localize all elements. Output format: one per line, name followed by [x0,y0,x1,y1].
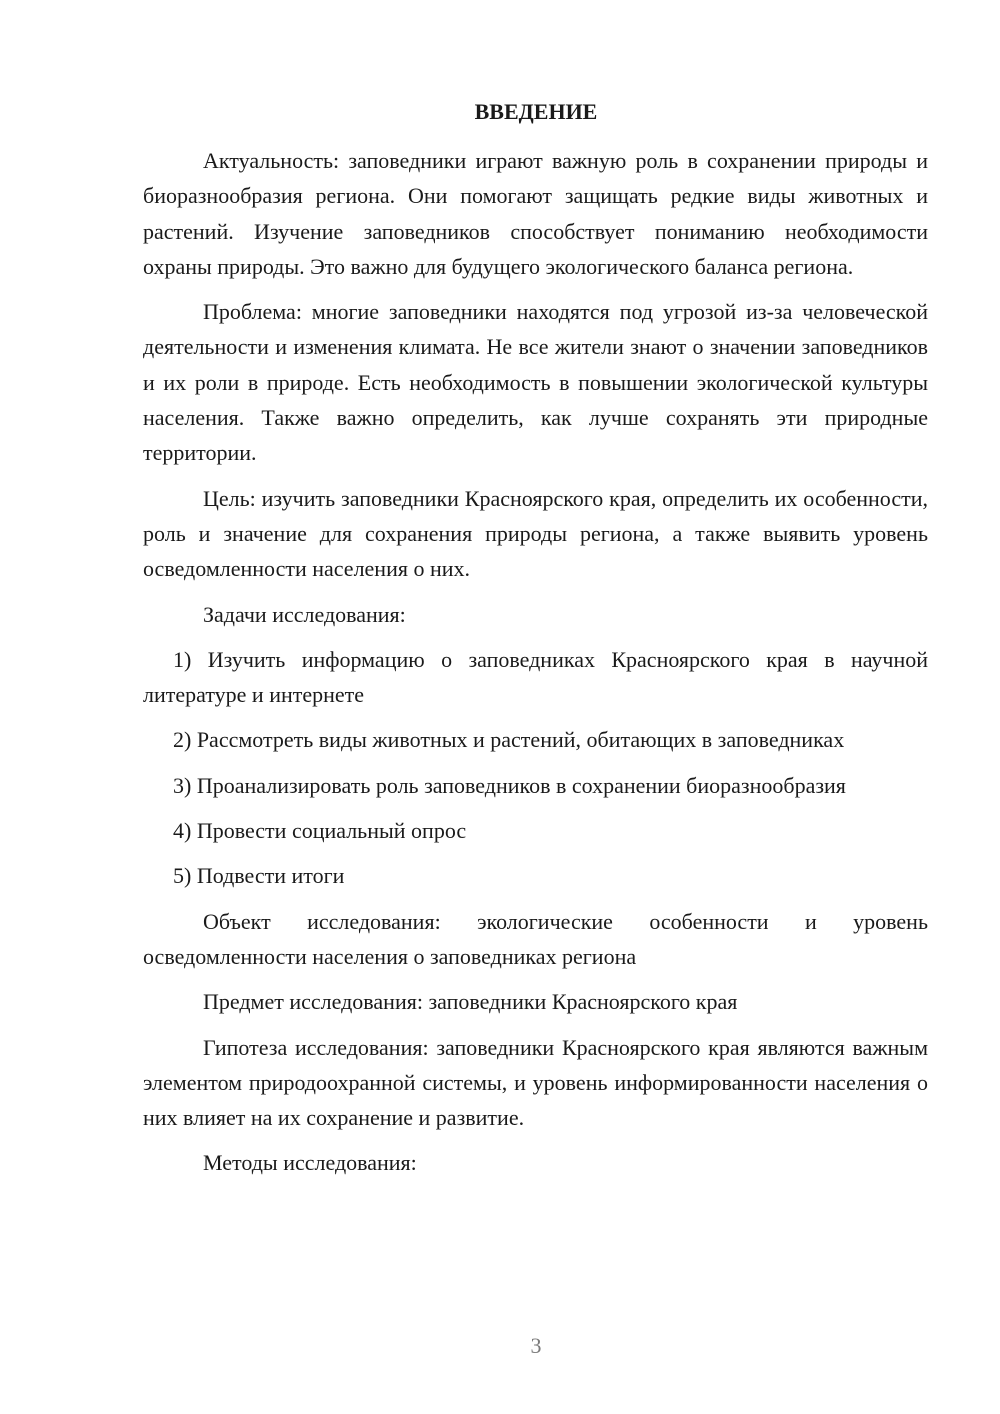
task-item-5: 5) Подвести итоги [173,863,345,889]
paragraph-problem: Проблема: многие заповедники находятся под угрозой из-за человеческой деятельности и изменения климата. Не все жители знают о значении заповедников и их роли в природе. Есть необходимость в повышении экологической культуры населения. Также важно определить, как лучше сохранять эти природные территории. [143,299,928,466]
paragraph-relevance: Актуальность: заповедники играют важную роль в сохранении природы и биоразнообразия региона. Они помогают защищать редкие виды животных и растений. Изучение заповедников способствует пониманию необходимости охраны природы. Это важно для будущего экологического баланса региона. [143,148,928,279]
task-item-3: 3) Проанализировать роль заповедников в сохранении биоразнообразия [173,772,846,798]
task-item-1: 1) Изучить информацию о заповедниках Красноярского края в научной литературе и интернете [143,646,928,708]
paragraph-hypothesis: Гипотеза исследования: заповедники Красноярского края являются важным элементом природоохранной системы, и уровень информированности населения о них влияет на их сохранение и развитие. [143,1034,928,1131]
paragraph-goal: Цель: изучить заповедники Красноярского края, определить их особенности, роль и значение для сохранения природы региона, а также выявить уровень осведомленности населения о них. [143,485,928,582]
task-item-2: 2) Рассмотреть виды животных и растений, обитающих в заповедниках [173,727,845,753]
paragraph-subject: Предмет исследования: заповедники Красноярского края [203,989,738,1015]
paragraph-object: Объект исследования: экологические особенности и уровень осведомленности населения о заповедниках региона [143,908,928,969]
page-number: 3 [530,1333,542,1358]
document-body [143,143,928,1191]
methods-heading: Методы исследования: [203,1150,417,1176]
tasks-heading: Задачи исследования: [203,601,406,627]
page-heading: ВВЕДЕНИЕ [474,99,598,124]
task-item-4: 4) Провести социальный опрос [173,818,467,844]
